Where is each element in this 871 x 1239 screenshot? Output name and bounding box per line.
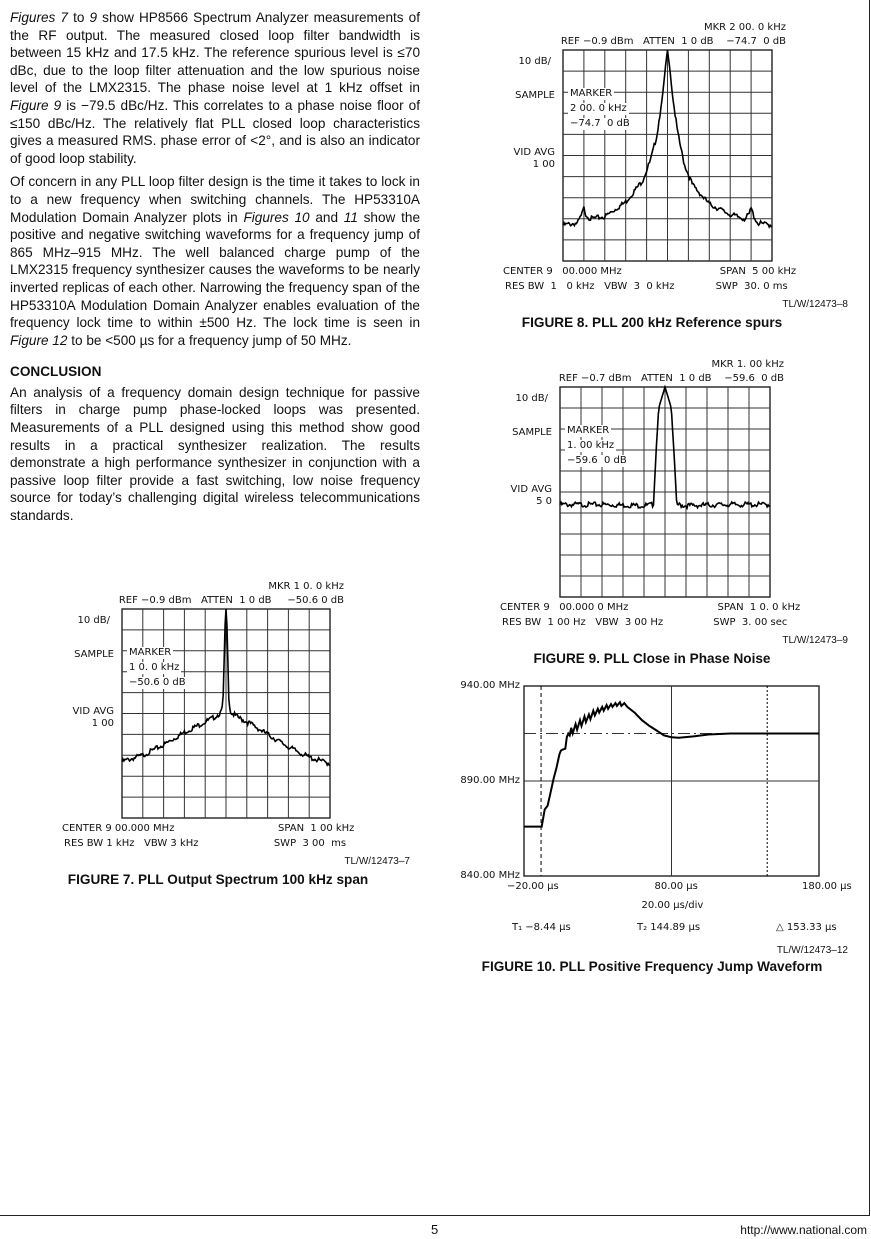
- marker-box-line: MARKER: [570, 88, 613, 99]
- detector-mode-label: SAMPLE: [515, 90, 555, 101]
- t1-readout: T₁ −8.44 µs: [512, 922, 571, 933]
- text: Of concern in any PLL loop filter design is the time it takes to lock in to a new frequency when switching channels. The HP53310A Modulation Domain Analyzer plots in: [10, 174, 420, 225]
- video-average-label: VID AVG: [510, 484, 552, 495]
- t2-readout: T₂ 144.89 µs: [637, 922, 701, 933]
- figure-ref: Figures 7: [10, 10, 68, 25]
- detector-mode-label: SAMPLE: [74, 649, 114, 660]
- spectrum-plot: [560, 387, 770, 597]
- page-number: 5: [431, 1222, 439, 1237]
- scale-label: 10 dB/: [515, 393, 548, 404]
- marker-box-line: MARKER: [129, 647, 172, 658]
- marker-readout: MKR 1. 00 kHz: [711, 359, 784, 370]
- text: show the positive and negative switching waveforms for a frequency jump of 865 MHz–915 MHz. The well balanced charge pump of the LMX2315 frequency synthesizer causes the waveforms to be nearly inverted replicas of each other. Narrowing the frequency span of the HP53310A Modulation Domain Analyzer enables evaluation of the frequency lock time to within ±500 Hz. The lock time is seen in: [10, 209, 421, 331]
- video-average-count: 1 00: [91, 718, 114, 729]
- figure-caption: FIGURE 9. PLL Close in Phase Noise: [533, 651, 771, 666]
- figure-id: TL/W/12473–7: [344, 856, 410, 867]
- video-average-count: 5 0: [536, 496, 552, 507]
- section-heading-conclusion: CONCLUSION: [10, 364, 102, 380]
- center-frequency: CENTER 9 00.000 MHz: [503, 266, 622, 277]
- marker-readout: MKR 2 00. 0 kHz: [703, 22, 786, 33]
- figure-id: TL/W/12473–9: [782, 635, 848, 646]
- span-readout: SPAN 5 00 kHz: [719, 266, 797, 277]
- waveform-plot: [524, 686, 819, 876]
- delta-time-readout: △ 153.33 µs: [776, 922, 837, 933]
- span-readout: SPAN 1 0. 0 kHz: [717, 602, 801, 613]
- text: to be <500 µs for a frequency jump of 50 MHz.: [67, 332, 352, 348]
- marker-box-line: MARKER: [567, 425, 610, 436]
- center-frequency: CENTER 9 00.000 MHz: [62, 823, 175, 834]
- spectrum-plot: [563, 50, 772, 261]
- y-tick-label: 890.00 MHz: [460, 775, 520, 786]
- marker-box-line: −50.6 0 dB: [129, 677, 186, 688]
- figure-id: TL/W/12473–12: [776, 945, 848, 956]
- figure-ref: Figure 12: [10, 332, 68, 348]
- video-average-label: VID AVG: [513, 147, 555, 158]
- y-tick-label: 840.00 MHz: [460, 870, 520, 881]
- span-readout: SPAN 1 00 kHz: [278, 823, 355, 834]
- figure-id: TL/W/12473–8: [782, 299, 848, 310]
- y-tick-label: 940.00 MHz: [460, 680, 520, 691]
- footer-url[interactable]: http://www.national.com: [740, 1223, 867, 1237]
- figure-ref: Figure 9: [10, 97, 62, 113]
- paragraph-conclusion: An analysis of a frequency domain design technique for passive filters in charge pump phase-locked loops was presented. Measurements of a PLL designed using this method show good results in a practical synthesizer realization. The results demonstrate a high performance synthesizer in conjunction with a passive loop filter provide a fast switching, low noise frequency source for today’s challenging digital wireless telecommunications standards.: [10, 384, 420, 524]
- scale-label: 10 dB/: [518, 56, 551, 67]
- figure-ref: 11: [343, 209, 358, 225]
- marker-box-line: −59.6 0 dB: [567, 455, 627, 466]
- bandwidth-readout: RES BW 1 0 kHz VBW 3 0 kHz: [505, 281, 675, 292]
- marker-box-line: 1 0. 0 kHz: [129, 662, 180, 673]
- bandwidth-readout: RES BW 1 00 Hz VBW 3 00 Hz: [502, 617, 664, 628]
- video-average-count: 1 00: [532, 159, 555, 170]
- reference-readout: REF −0.9 dBm ATTEN 1 0 dB −74.7 0 dB: [560, 36, 786, 47]
- scale-label: 10 dB/: [77, 615, 110, 626]
- reference-readout: REF −0.9 dBm ATTEN 1 0 dB −50.6 0 dB: [118, 595, 344, 606]
- text-column: [10, 9, 420, 531]
- x-scale-label: 20.00 µs/div: [641, 900, 704, 911]
- figure-caption: FIGURE 10. PLL Positive Frequency Jump Waveform: [481, 959, 823, 974]
- figure-caption: FIGURE 7. PLL Output Spectrum 100 kHz span: [67, 872, 369, 887]
- spectrum-plot: [122, 609, 330, 818]
- marker-readout: MKR 1 0. 0 kHz: [268, 581, 344, 592]
- text: and: [309, 209, 344, 225]
- figure-ref: Figures 10: [243, 209, 310, 225]
- center-frequency: CENTER 9 00.000 0 MHz: [500, 602, 629, 613]
- paragraph-lock-time: [10, 173, 420, 349]
- reference-readout: REF −0.7 dBm ATTEN 1 0 dB −59.6 0 dB: [558, 373, 784, 384]
- figure-caption: FIGURE 8. PLL 200 kHz Reference spurs: [521, 315, 783, 330]
- paragraph-measurements: [10, 9, 420, 167]
- video-average-label: VID AVG: [72, 706, 114, 717]
- marker-box-line: 2 00. 0 kHz: [570, 103, 627, 114]
- sweep-readout: SWP 3. 00 sec: [713, 617, 788, 628]
- x-tick-label: 80.00 µs: [654, 881, 698, 892]
- x-tick-label: −20.00 µs: [507, 881, 559, 892]
- figure-ref: 9: [89, 10, 98, 25]
- marker-box-line: −74.7 0 dB: [570, 118, 630, 129]
- sweep-readout: SWP 3 00 ms: [273, 838, 347, 849]
- marker-box-line: 1. 00 kHz: [567, 440, 615, 451]
- bandwidth-readout: RES BW 1 kHz VBW 3 kHz: [64, 838, 199, 849]
- detector-mode-label: SAMPLE: [512, 427, 552, 438]
- sweep-readout: SWP 30. 0 ms: [715, 281, 788, 292]
- text: show HP8566 Spectrum Analyzer measurements of the RF output. The measured closed loop filter bandwidth is between 15 kHz and 17.5 kHz. The reference spurious level is ≤70 dBc, due to the loop filter attenuation and the low spurious noise level of the LMX2315. The phase noise level at 1 kHz offset in: [10, 10, 420, 96]
- text: is −79.5 dBc/Hz. This correlates to a phase noise floor of ≤150 dBc/Hz. The relatively flat PLL closed loop characteristics gives a measured RMS. phase error of <2°, and is also an indicator of good loop stability.: [10, 97, 420, 166]
- text: to: [67, 10, 90, 25]
- x-tick-label: 180.00 µs: [802, 881, 852, 892]
